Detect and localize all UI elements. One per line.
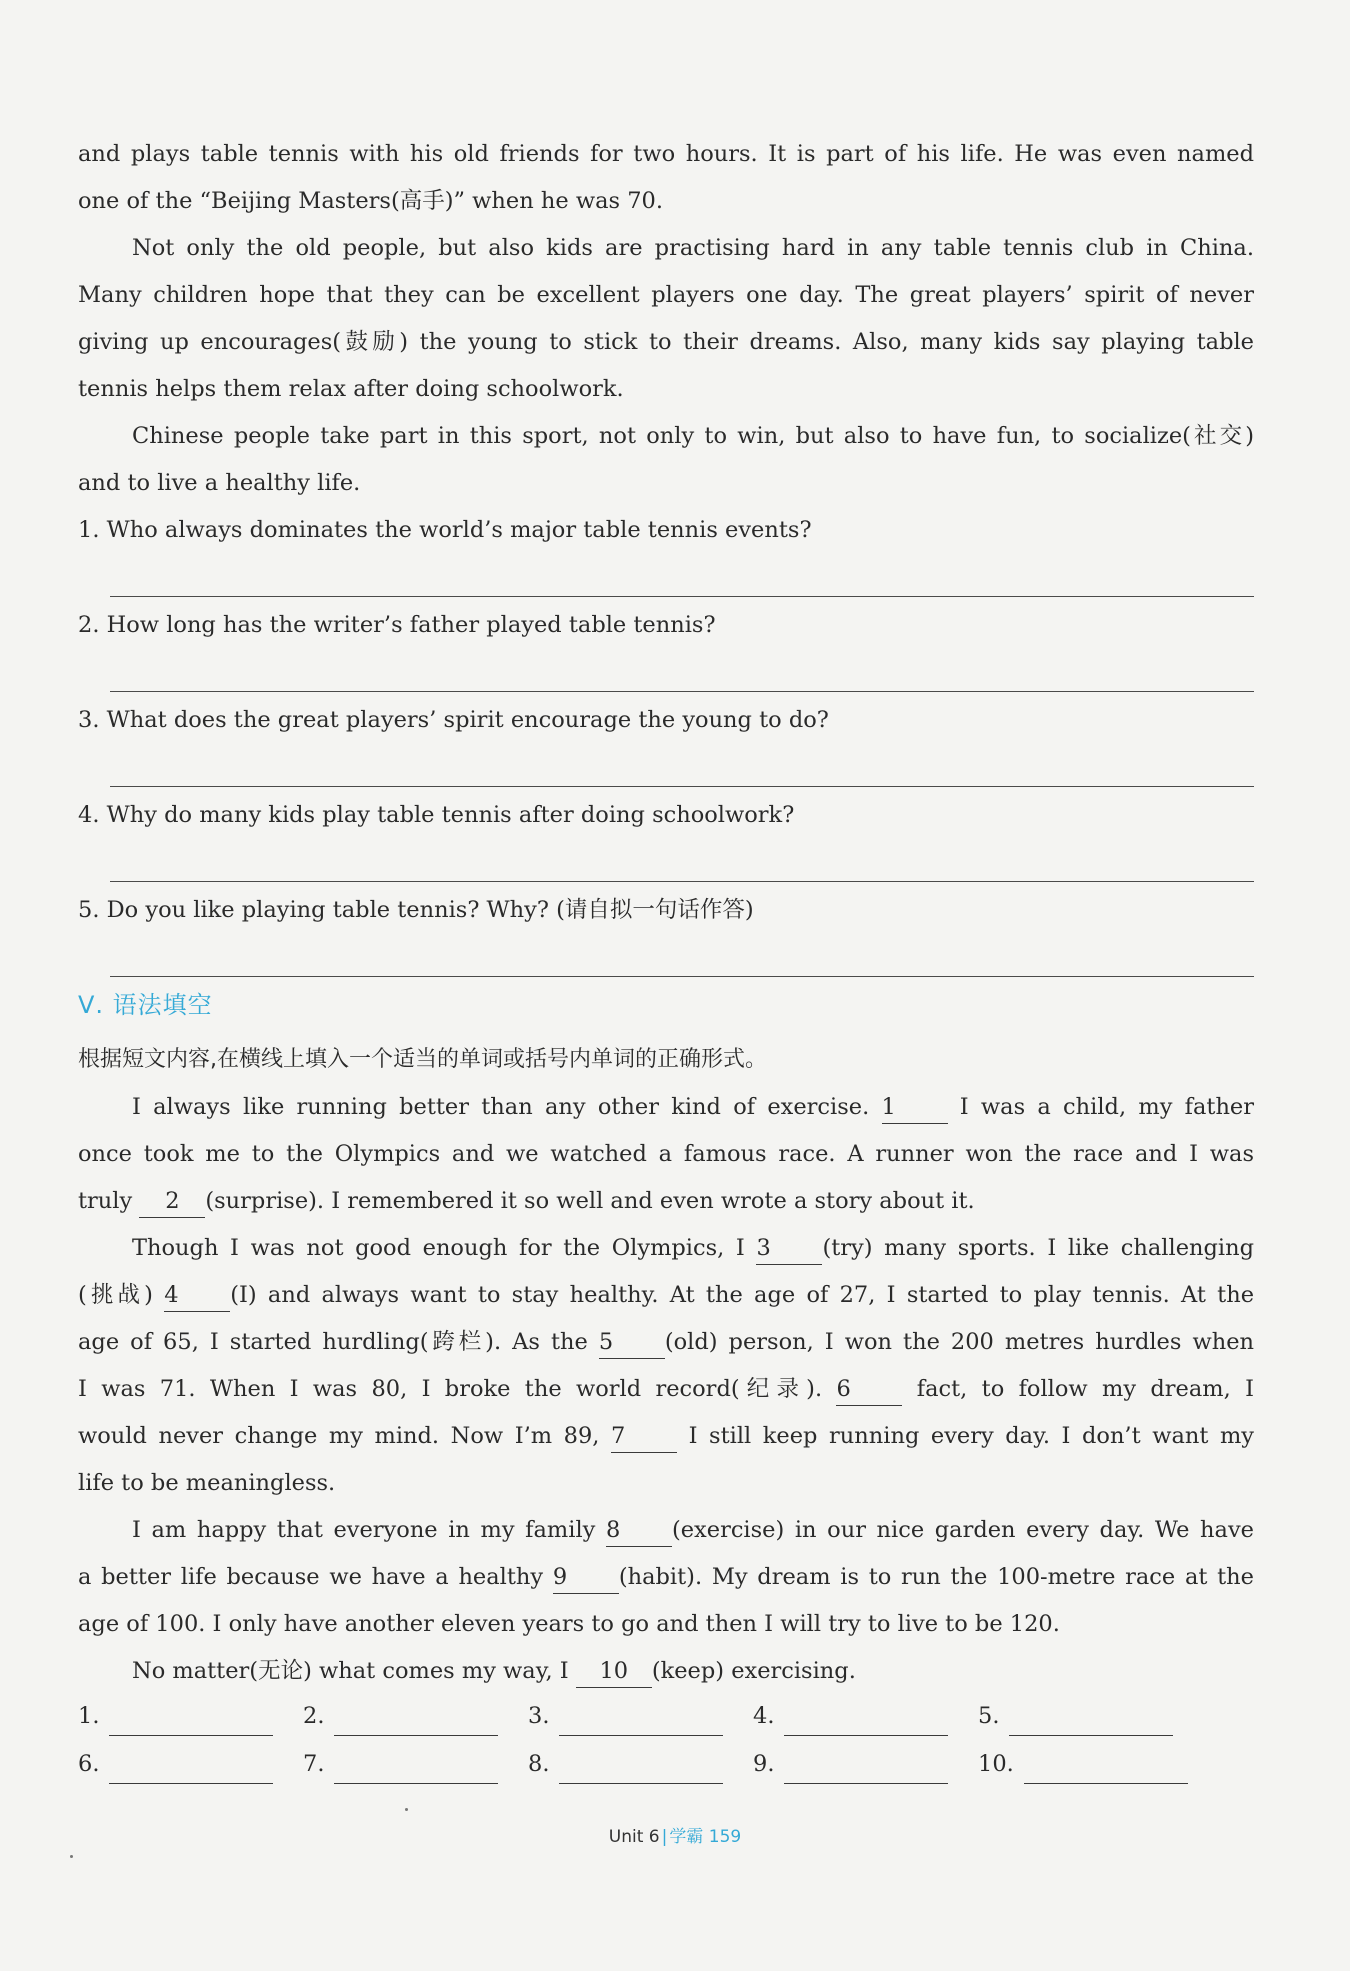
- cloze-line: [78, 1506, 1254, 1554]
- page-footer: [600, 1822, 750, 1847]
- question-2: 2. How long has the writer’s father played table tennis?: [78, 612, 716, 638]
- cloze-blank-10[interactable]: 10: [576, 1655, 652, 1688]
- print-speck: [405, 1808, 408, 1811]
- answer-line-3[interactable]: [110, 786, 1254, 787]
- footer-brand: 学霸: [669, 1827, 704, 1847]
- answer-number: 6.: [78, 1751, 100, 1777]
- answer-slot-1[interactable]: [78, 1696, 273, 1736]
- answer-slot-5[interactable]: [978, 1696, 1173, 1736]
- cloze-text: truly: [78, 1188, 133, 1214]
- answer-slot-9[interactable]: [753, 1744, 948, 1784]
- section-title: Ⅴ. 语法填空: [78, 991, 213, 1019]
- section-instruction: 根据短文内容,在横线上填入一个适当的单词或括号内单词的正确形式。: [78, 1047, 767, 1072]
- answer-blank[interactable]: [334, 1753, 498, 1784]
- answer-slot-6[interactable]: [78, 1744, 273, 1784]
- question-5: 5. Do you like playing table tennis? Why? (请自拟一句话作答): [78, 897, 754, 923]
- cloze-text: fact, to follow my dream, I: [916, 1376, 1254, 1402]
- answer-line-2[interactable]: [110, 691, 1254, 692]
- answer-slot-4[interactable]: [753, 1696, 948, 1736]
- passage-line: and to live a healthy life.: [78, 470, 361, 496]
- answer-number: 5.: [978, 1703, 1000, 1729]
- footer-unit: Unit 6: [608, 1827, 660, 1847]
- passage-line: one of the “Beijing Masters(高手)” when he was 70.: [78, 188, 663, 214]
- page-number: 159: [708, 1827, 742, 1847]
- cloze-text: (surprise). I remembered it so well and even wrote a story about it.: [205, 1188, 975, 1214]
- cloze-text: (挑战): [78, 1282, 153, 1308]
- cloze-blank-8[interactable]: 8: [606, 1514, 672, 1547]
- cloze-text: (keep) exercising.: [651, 1658, 856, 1684]
- cloze-text: (exercise) in our nice garden every day. We have: [671, 1517, 1254, 1543]
- cloze-line: [78, 1318, 1254, 1366]
- cloze-blank-2[interactable]: 2: [139, 1185, 205, 1218]
- cloze-text: I was 71. When I was 80, I broke the world record(纪录).: [78, 1376, 823, 1402]
- answer-line-1[interactable]: [110, 596, 1254, 597]
- question-3: 3. What does the great players’ spirit encourage the young to do?: [78, 707, 829, 733]
- answer-line-5[interactable]: [110, 976, 1254, 977]
- cloze-text: (old) person, I won the 200 metres hurdles when: [664, 1329, 1254, 1355]
- answer-number: 3.: [528, 1703, 550, 1729]
- answer-blank[interactable]: [109, 1753, 273, 1784]
- answer-number: 1.: [78, 1703, 100, 1729]
- cloze-line: [78, 1177, 1254, 1225]
- passage-line: Not only the old people, but also kids are practising hard in any table tennis club in China.: [132, 235, 1254, 261]
- passage-line: Many children hope that they can be excellent players one day. The great players’ spirit of never: [78, 282, 1254, 308]
- answer-number: 2.: [303, 1703, 325, 1729]
- cloze-line: once took me to the Olympics and we watched a famous race. A runner won the race and I was: [78, 1141, 1254, 1167]
- answer-slot-7[interactable]: [303, 1744, 498, 1784]
- cloze-text: I was a child, my father: [959, 1094, 1255, 1120]
- answer-number: 7.: [303, 1751, 325, 1777]
- answer-blank[interactable]: [559, 1753, 723, 1784]
- cloze-text: I always like running better than any other kind of exercise.: [132, 1094, 870, 1120]
- cloze-line: age of 100. I only have another eleven years to go and then I will try to live to be 120.: [78, 1611, 1060, 1637]
- cloze-text: I am happy that everyone in my family: [132, 1517, 596, 1543]
- cloze-blank-7[interactable]: 7: [611, 1420, 677, 1453]
- print-speck: [70, 1855, 73, 1858]
- cloze-line: [78, 1083, 1254, 1131]
- answer-slot-10[interactable]: [978, 1744, 1188, 1784]
- answer-number: 9.: [753, 1751, 775, 1777]
- answer-blank[interactable]: [784, 1753, 948, 1784]
- answer-number: 4.: [753, 1703, 775, 1729]
- answer-blank[interactable]: [109, 1705, 273, 1736]
- cloze-blank-5[interactable]: 5: [599, 1326, 665, 1359]
- cloze-blank-4[interactable]: 4: [164, 1279, 230, 1312]
- answer-slot-2[interactable]: [303, 1696, 498, 1736]
- cloze-blank-6[interactable]: 6: [836, 1373, 902, 1406]
- cloze-text: (try) many sports. I like challenging: [822, 1235, 1254, 1261]
- passage-line: giving up encourages(鼓励) the young to stick to their dreams. Also, many kids say playing table: [78, 329, 1254, 355]
- cloze-line: [78, 1412, 1254, 1460]
- cloze-blank-9[interactable]: 9: [553, 1561, 619, 1594]
- question-1: 1. Who always dominates the world’s major table tennis events?: [78, 517, 812, 543]
- cloze-blank-3[interactable]: 3: [756, 1232, 822, 1265]
- answer-blank[interactable]: [1009, 1705, 1173, 1736]
- cloze-line: [78, 1224, 1254, 1272]
- passage-line: and plays table tennis with his old friends for two hours. It is part of his life. He was even named: [78, 141, 1254, 167]
- cloze-line: [78, 1365, 1254, 1413]
- cloze-text: a better life because we have a healthy: [78, 1564, 544, 1590]
- answer-slot-3[interactable]: [528, 1696, 723, 1736]
- cloze-line: [78, 1271, 1254, 1319]
- answer-number: 10.: [978, 1751, 1014, 1777]
- footer-separator: |: [661, 1827, 668, 1847]
- answer-number: 8.: [528, 1751, 550, 1777]
- answer-blank[interactable]: [334, 1705, 498, 1736]
- question-4: 4. Why do many kids play table tennis after doing schoolwork?: [78, 802, 795, 828]
- answer-line-4[interactable]: [110, 881, 1254, 882]
- cloze-text: (I) and always want to stay healthy. At the age of 27, I started to play tennis. At the: [230, 1282, 1255, 1308]
- cloze-line: [78, 1647, 1254, 1695]
- passage-line: tennis helps them relax after doing schoolwork.: [78, 376, 624, 402]
- cloze-text: (habit). My dream is to run the 100-metre race at the: [618, 1564, 1254, 1590]
- cloze-text: No matter(无论) what comes my way, I: [132, 1658, 569, 1684]
- cloze-text: I still keep running every day. I don’t want my: [688, 1423, 1255, 1449]
- answer-blank[interactable]: [1024, 1753, 1188, 1784]
- answer-blank[interactable]: [784, 1705, 948, 1736]
- cloze-text: would never change my mind. Now I’m 89,: [78, 1423, 600, 1449]
- cloze-line: life to be meaningless.: [78, 1470, 336, 1496]
- answer-slot-8[interactable]: [528, 1744, 723, 1784]
- cloze-text: Though I was not good enough for the Olympics, I: [132, 1235, 745, 1261]
- cloze-blank-1[interactable]: 1: [882, 1091, 948, 1124]
- passage-line: Chinese people take part in this sport, not only to win, but also to have fun, to socialize(社交): [132, 423, 1254, 449]
- cloze-text: age of 65, I started hurdling(跨栏). As the: [78, 1329, 588, 1355]
- answer-blank[interactable]: [559, 1705, 723, 1736]
- cloze-line: [78, 1553, 1254, 1601]
